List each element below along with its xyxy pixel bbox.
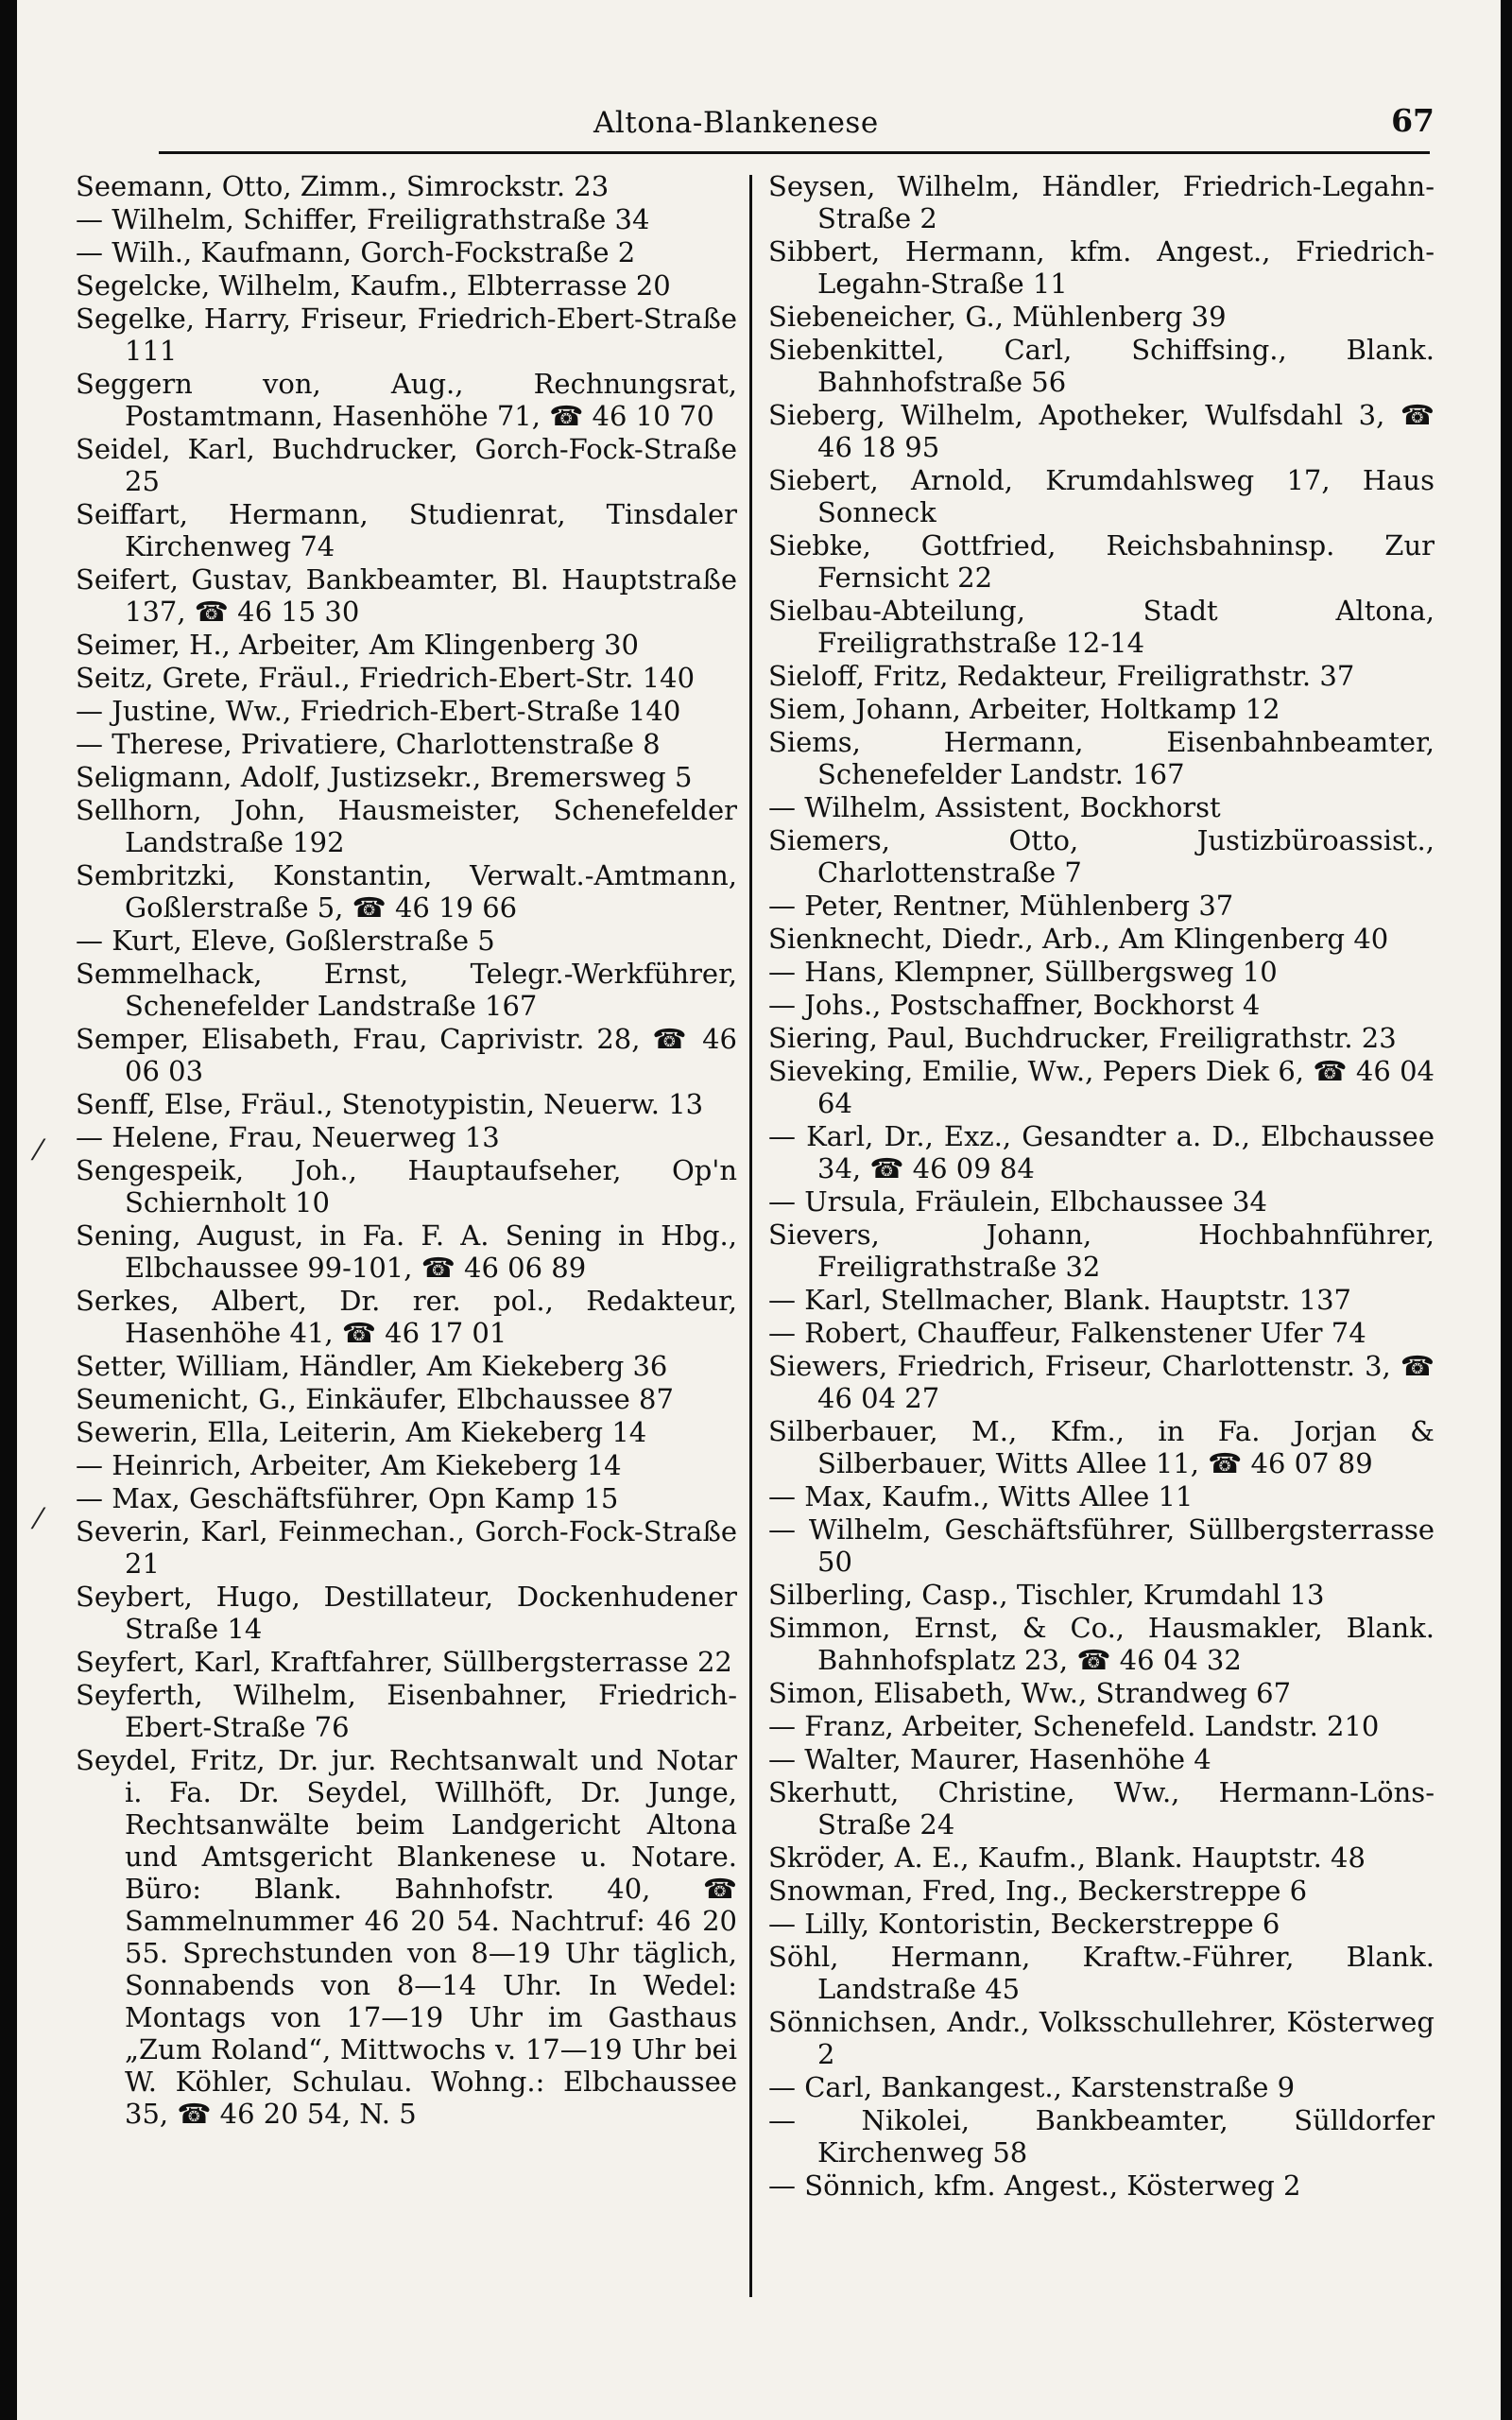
directory-entry: — Robert, Chauffeur, Falkenstener Ufer 74 xyxy=(768,1317,1366,1349)
directory-entry: Serkes, Albert, Dr. rer. pol., Redakteur, Hasenhöhe 41, ☎ 46 17 01 xyxy=(76,1285,737,1349)
directory-entry: Seybert, Hugo, Destillateur, Dockenhudener Straße 14 xyxy=(76,1581,737,1645)
directory-entry: — Helene, Frau, Neuerweg 13 xyxy=(76,1121,500,1153)
running-title: Altona-Blankenese xyxy=(593,106,879,140)
directory-entry: Seemann, Otto, Zimm., Simrockstr. 23 xyxy=(76,170,610,202)
directory-entry: Seligmann, Adolf, Justizsekr., Bremersweg 5 xyxy=(76,761,693,793)
pencil-tick-mark: ⁄ xyxy=(36,1503,42,1536)
directory-entry: — Justine, Ww., Friedrich-Ebert-Straße 140 xyxy=(76,695,681,727)
directory-entry: — Therese, Privatiere, Charlottenstraße 8 xyxy=(76,728,661,760)
directory-entry: — Kurt, Eleve, Goßlerstraße 5 xyxy=(76,925,495,957)
directory-entry: Siem, Johann, Arbeiter, Holtkamp 12 xyxy=(768,693,1280,725)
directory-entry: Siems, Hermann, Eisenbahnbeamter, Schenefelder Landstr. 167 xyxy=(768,726,1435,790)
directory-entry: Segelcke, Wilhelm, Kaufm., Elbterrasse 20 xyxy=(76,269,671,302)
directory-entry: Seidel, Karl, Buchdrucker, Gorch-Fock-Straße 25 xyxy=(76,433,737,497)
directory-entry: Söhl, Hermann, Kraftw.-Führer, Blank. Landstraße 45 xyxy=(768,1941,1435,2005)
directory-entry: Sielbau-Abteilung, Stadt Altona, Freiligrathstraße 12-14 xyxy=(768,595,1435,659)
directory-entry: Seumenicht, G., Einkäufer, Elbchaussee 87 xyxy=(76,1383,674,1415)
directory-entry: Seimer, H., Arbeiter, Am Klingenberg 30 xyxy=(76,629,639,661)
directory-entry: — Karl, Stellmacher, Blank. Hauptstr. 137 xyxy=(768,1284,1352,1316)
directory-entry: Silberbauer, M., Kfm., in Fa. Jorjan & Silberbauer, Witts Allee 11, ☎ 46 07 89 xyxy=(768,1415,1435,1479)
directory-entry: — Sönnich, kfm. Angest., Kösterweg 2 xyxy=(768,2169,1301,2202)
directory-entry: Simmon, Ernst, & Co., Hausmakler, Blank. Bahnhofsplatz 23, ☎ 46 04 32 xyxy=(768,1612,1435,1676)
directory-entry: — Walter, Maurer, Hasenhöhe 4 xyxy=(768,1743,1211,1775)
directory-page xyxy=(17,0,1501,2420)
directory-entry: — Carl, Bankangest., Karstenstraße 9 xyxy=(768,2071,1296,2103)
directory-entry: Semmelhack, Ernst, Telegr.-Werkführer, Schenefelder Landstraße 167 xyxy=(76,958,737,1022)
left-column xyxy=(76,170,737,2131)
directory-entry: Snowman, Fred, Ing., Beckerstreppe 6 xyxy=(768,1875,1308,1907)
directory-entry: Sellhorn, John, Hausmeister, Schenefelder Landstraße 192 xyxy=(76,794,737,858)
directory-entry: — Wilhelm, Schiffer, Freiligrathstraße 34 xyxy=(76,203,650,235)
directory-entry: Severin, Karl, Feinmechan., Gorch-Fock-Straße 21 xyxy=(76,1515,737,1580)
directory-entry: Seggern von, Aug., Rechnungsrat, Postamtmann, Hasenhöhe 71, ☎ 46 10 70 xyxy=(76,368,737,432)
directory-entry: Siebenkittel, Carl, Schiffsing., Blank. Bahnhofstraße 56 xyxy=(768,334,1435,398)
directory-entry: Seiffart, Hermann, Studienrat, Tinsdaler Kirchenweg 74 xyxy=(76,498,737,562)
directory-entry: Sewerin, Ella, Leiterin, Am Kiekeberg 14 xyxy=(76,1416,647,1448)
directory-entry: Sibbert, Hermann, kfm. Angest., Friedrich-Legahn-Straße 11 xyxy=(768,235,1435,300)
directory-entry: Seysen, Wilhelm, Händler, Friedrich-Legahn-Straße 2 xyxy=(768,170,1435,234)
directory-entry: — Peter, Rentner, Mühlenberg 37 xyxy=(768,890,1234,922)
directory-entry: Simon, Elisabeth, Ww., Strandweg 67 xyxy=(768,1677,1292,1709)
directory-entry: Senff, Else, Fräul., Stenotypistin, Neuerw. 13 xyxy=(76,1088,704,1120)
directory-entry: — Hans, Klempner, Süllbergsweg 10 xyxy=(768,956,1278,988)
directory-entry: Sienknecht, Diedr., Arb., Am Klingenberg 40 xyxy=(768,923,1389,955)
directory-entry: Seifert, Gustav, Bankbeamter, Bl. Hauptstraße 137, ☎ 46 15 30 xyxy=(76,563,737,628)
directory-entry: Siebeneicher, G., Mühlenberg 39 xyxy=(768,301,1227,333)
directory-entry: Seyfert, Karl, Kraftfahrer, Süllbergsterrasse 22 xyxy=(76,1646,732,1678)
directory-entry: Siemers, Otto, Justizbüroassist., Charlottenstraße 7 xyxy=(768,824,1435,889)
directory-entry: — Ursula, Fräulein, Elbchaussee 34 xyxy=(768,1185,1267,1218)
directory-entry: Sengespeik, Joh., Hauptaufseher, Op'n Schiernholt 10 xyxy=(76,1154,737,1219)
directory-entry: Sieloff, Fritz, Redakteur, Freiligrathstr. 37 xyxy=(768,660,1355,692)
directory-entry: Skröder, A. E., Kaufm., Blank. Hauptstr. 48 xyxy=(768,1841,1366,1874)
directory-entry: Semper, Elisabeth, Frau, Caprivistr. 28, ☎ 46 06 03 xyxy=(76,1023,737,1087)
directory-entry: Seydel, Fritz, Dr. jur. Rechtsanwalt und Notar i. Fa. Dr. Seydel, Willhöft, Dr. Junge, Rechtsanwälte beim Landgericht Altona und Amtsgericht Blankenese u. Notare. Büro: Blank. Bahnhofstr. 40, ☎ Sammelnummer 46 20 54. Nachtruf: 46 20 55. Sprechstunden von 8—19 Uhr täglich, Sonnabends von 8—14 Uhr. In Wedel: Montags von 17—19 Uhr im Gasthaus „Zum Roland“, Mittwochs v. 17—19 Uhr bei W. Köhler, Schulau. Wohng.: Elbchaussee 35, ☎ 46 20 54, N. 5 xyxy=(76,1744,737,2130)
directory-entry: Siewers, Friedrich, Friseur, Charlottenstr. 3, ☎ 46 04 27 xyxy=(768,1350,1435,1414)
header-rule xyxy=(159,151,1430,154)
directory-entry: — Nikolei, Bankbeamter, Sülldorfer Kirchenweg 58 xyxy=(768,2104,1435,2169)
directory-entry: Siebert, Arnold, Krumdahlsweg 17, Haus Sonneck xyxy=(768,464,1435,528)
directory-entry: — Wilhelm, Geschäftsführer, Süllbergsterrasse 50 xyxy=(768,1513,1435,1578)
directory-entry: — Wilhelm, Assistent, Bockhorst xyxy=(768,791,1221,823)
directory-entry: — Johs., Postschaffner, Bockhorst 4 xyxy=(768,989,1261,1021)
directory-entry: Sieveking, Emilie, Ww., Pepers Diek 6, ☎ 46 04 64 xyxy=(768,1055,1435,1119)
page-number: 67 xyxy=(1391,102,1435,139)
directory-entry: Silberling, Casp., Tischler, Krumdahl 13 xyxy=(768,1579,1325,1611)
directory-entry: Sievers, Johann, Hochbahnführer, Freiligrathstraße 32 xyxy=(768,1219,1435,1283)
column-divider xyxy=(749,175,752,2297)
right-column xyxy=(768,170,1435,2203)
directory-entry: — Heinrich, Arbeiter, Am Kiekeberg 14 xyxy=(76,1449,622,1481)
pencil-tick-mark: ⁄ xyxy=(36,1134,42,1167)
directory-entry: — Max, Kaufm., Witts Allee 11 xyxy=(768,1480,1194,1512)
directory-entry: Sieberg, Wilhelm, Apotheker, Wulfsdahl 3, ☎ 46 18 95 xyxy=(768,399,1435,463)
directory-entry: Siering, Paul, Buchdrucker, Freiligrathstr. 23 xyxy=(768,1022,1397,1054)
directory-entry: Sembritzki, Konstantin, Verwalt.-Amtmann, Goßlerstraße 5, ☎ 46 19 66 xyxy=(76,859,737,924)
directory-entry: Seitz, Grete, Fräul., Friedrich-Ebert-Str. 140 xyxy=(76,662,696,694)
directory-entry: Setter, William, Händler, Am Kiekeberg 36 xyxy=(76,1350,668,1382)
directory-entry: Segelke, Harry, Friseur, Friedrich-Ebert-Straße 111 xyxy=(76,302,737,367)
page-header xyxy=(159,95,1435,151)
directory-entry: Seyferth, Wilhelm, Eisenbahner, Friedrich-Ebert-Straße 76 xyxy=(76,1679,737,1743)
directory-entry: — Karl, Dr., Exz., Gesandter a. D., Elbchaussee 34, ☎ 46 09 84 xyxy=(768,1120,1435,1184)
directory-entry: Siebke, Gottfried, Reichsbahninsp. Zur Fernsicht 22 xyxy=(768,529,1435,594)
directory-entry: — Lilly, Kontoristin, Beckerstreppe 6 xyxy=(768,1908,1280,1940)
directory-entry: — Franz, Arbeiter, Schenefeld. Landstr. 210 xyxy=(768,1710,1380,1742)
directory-entry: Skerhutt, Christine, Ww., Hermann-Löns-Straße 24 xyxy=(768,1776,1435,1841)
directory-entry: Sönnichsen, Andr., Volksschullehrer, Kösterweg 2 xyxy=(768,2006,1435,2070)
directory-entry: Sening, August, in Fa. F. A. Sening in Hbg., Elbchaussee 99-101, ☎ 46 06 89 xyxy=(76,1219,737,1284)
directory-entry: — Wilh., Kaufmann, Gorch-Fockstraße 2 xyxy=(76,236,636,268)
directory-entry: — Max, Geschäftsführer, Opn Kamp 15 xyxy=(76,1482,619,1514)
